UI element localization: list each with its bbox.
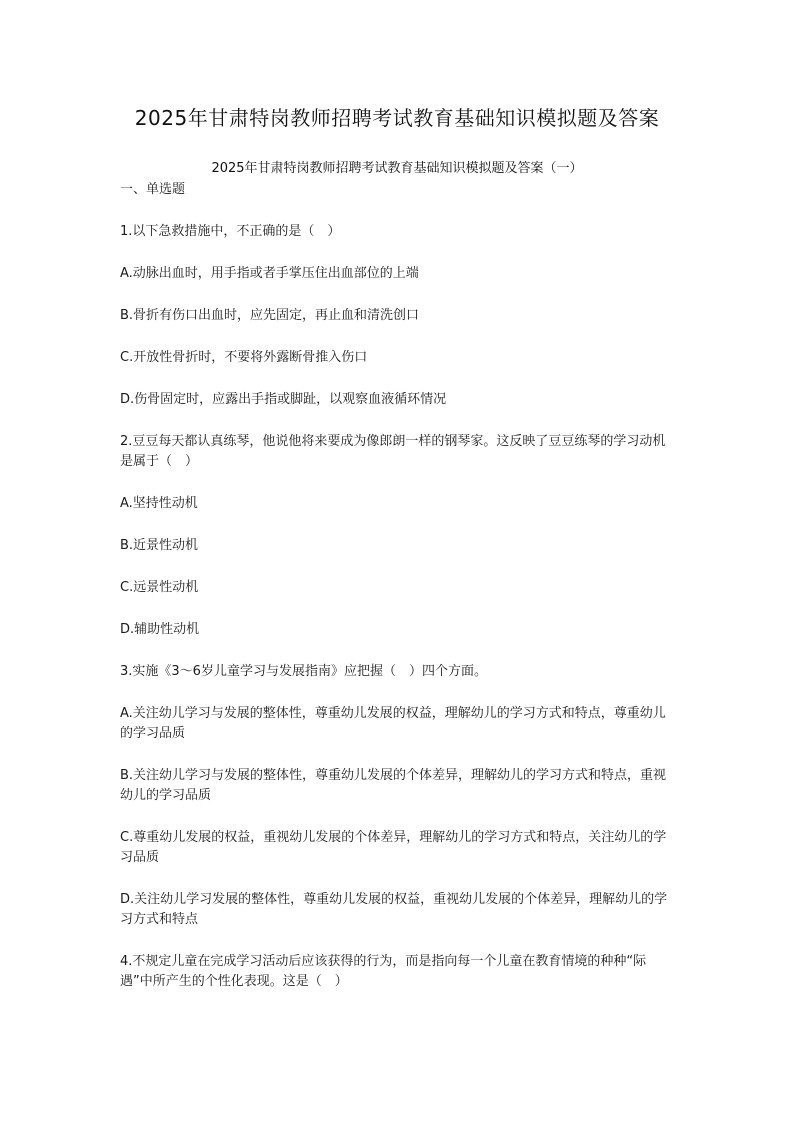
question-stem: 3.实施《3～6岁儿童学习与发展指南》应把握（ ）四个方面。	[120, 664, 487, 679]
answer-option: D.辅助性动机	[120, 622, 200, 637]
answer-option: D.伤骨固定时，应露出手指或脚趾，以观察血液循环情况	[120, 392, 447, 407]
answer-option: A.关注幼儿学习与发展的整体性，尊重幼儿发展的权益，理解幼儿的学习方式和特点，尊重幼儿的学习品质	[120, 706, 666, 741]
answer-option: C.远景性动机	[120, 580, 199, 595]
answer-option: B.骨折有伤口出血时，应先固定，再止血和清洗创口	[120, 308, 420, 323]
answer-option: C.尊重幼儿发展的权益，重视幼儿发展的个体差异，理解幼儿的学习方式和特点，关注幼儿的学习品质	[120, 830, 667, 865]
answer-option: D.关注幼儿学习发展的整体性，尊重幼儿发展的权益，重视幼儿发展的个体差异，理解幼儿的学习方式和特点	[120, 892, 668, 927]
question-stem: 4.不规定儿童在完成学习活动后应该获得的行为，而是指向每一个儿童在教育情境的种种“际遇”中所产生的个性化表现。这是（ ）	[120, 954, 647, 989]
answer-option: C.开放性骨折时，不要将外露断骨推入伤口	[120, 350, 368, 365]
answer-option: A.动脉出血时，用手指或者手掌压住出血部位的上端	[120, 266, 419, 281]
answer-option: A.坚持性动机	[120, 496, 198, 511]
answer-option: B.近景性动机	[120, 538, 199, 553]
answer-option: B.关注幼儿学习与发展的整体性，尊重幼儿发展的个体差异，理解幼儿的学习方式和特点，重视幼儿的学习品质	[120, 768, 667, 803]
document-title: 2025年甘肃特岗教师招聘考试教育基础知识模拟题及答案	[134, 106, 660, 130]
section-heading: 一、单选题	[120, 182, 186, 197]
question-stem: 2.豆豆每天都认真练琴，他说他将来要成为像郎朗一样的钢琴家。这反映了豆豆练琴的学习动机是属于（ ）	[120, 434, 666, 469]
question-list	[120, 222, 668, 1014]
document-subtitle: 2025年甘肃特岗教师招聘考试教育基础知识模拟题及答案（一）	[211, 161, 583, 176]
question-stem: 1.以下急救措施中，不正确的是（ ）	[120, 224, 341, 239]
